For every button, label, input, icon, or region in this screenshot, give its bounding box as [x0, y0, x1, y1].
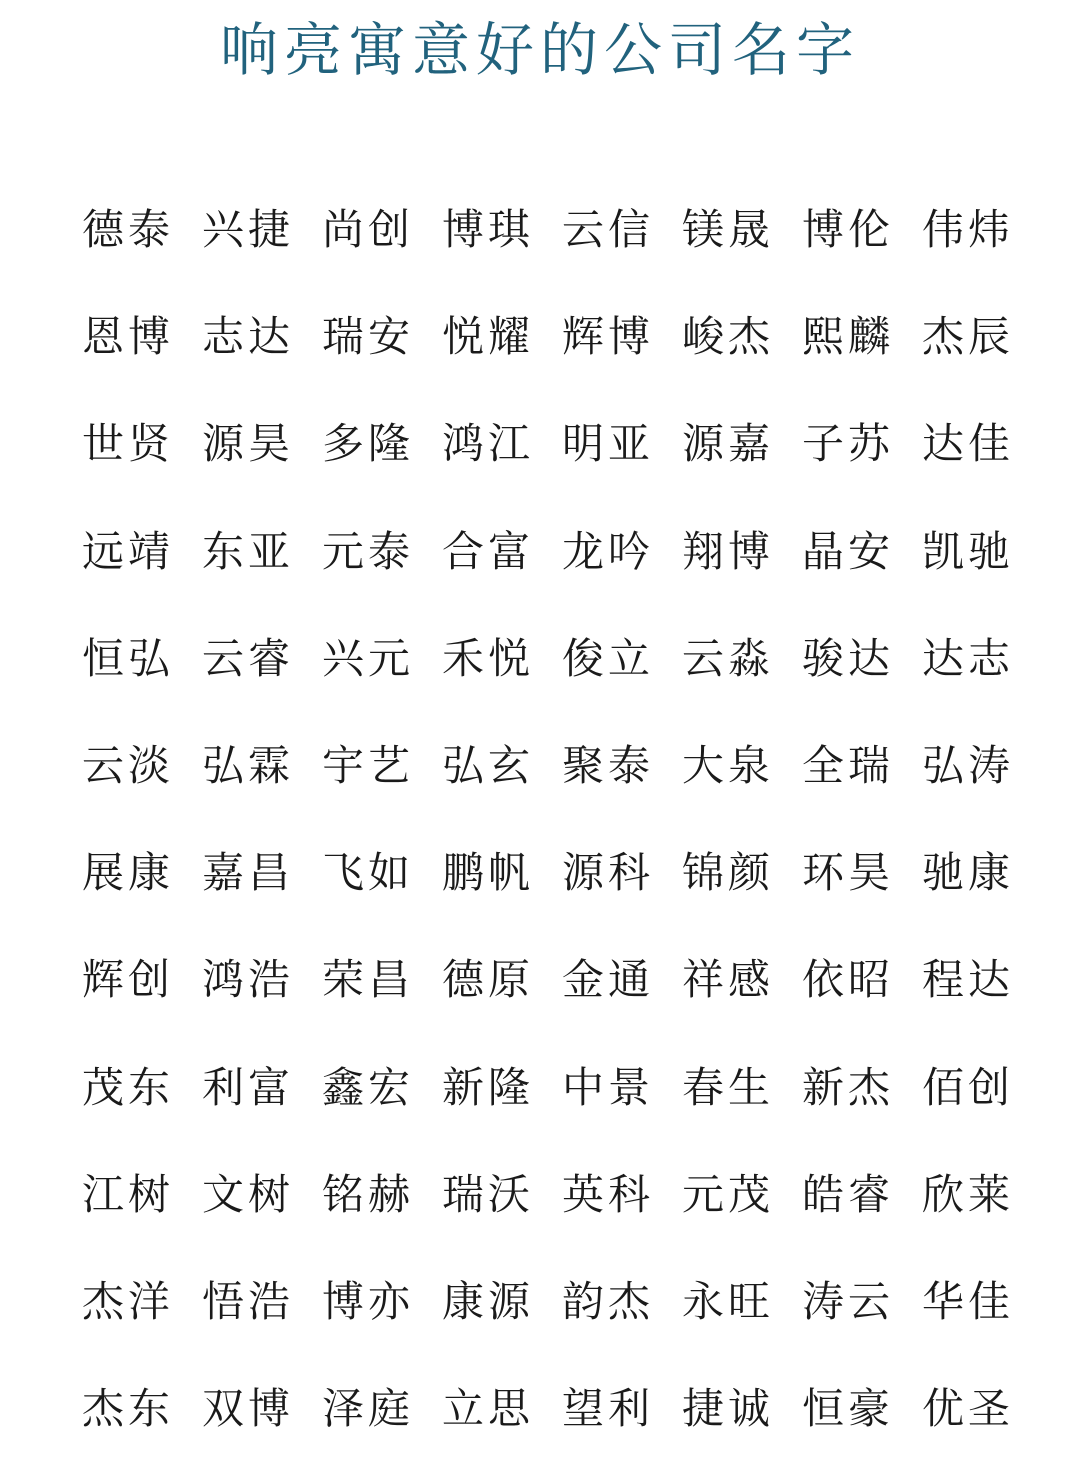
- company-name-item: 云睿: [202, 633, 295, 683]
- company-name-item: 望利: [562, 1384, 655, 1434]
- company-name-item: 杰洋: [82, 1276, 175, 1326]
- company-name-item: 熙麟: [802, 312, 895, 362]
- company-name-item: 杰辰: [922, 312, 1015, 362]
- company-name-item: 辉博: [562, 312, 655, 362]
- company-name-item: 明亚: [562, 419, 655, 469]
- company-name-item: 龙吟: [562, 526, 655, 576]
- company-name-item: 兴捷: [202, 205, 295, 254]
- company-name-item: 立思: [442, 1384, 535, 1434]
- company-name-item: 新杰: [802, 1062, 895, 1112]
- company-name-item: 江树: [82, 1169, 175, 1219]
- company-name-item: 弘玄: [442, 740, 535, 790]
- company-name-item: 优圣: [922, 1384, 1015, 1434]
- company-name-item: 欣莱: [922, 1169, 1015, 1219]
- company-name-item: 依昭: [802, 955, 895, 1005]
- company-name-item: 环昊: [802, 848, 895, 898]
- company-name-item: 源昊: [202, 419, 295, 469]
- company-name-item: 金通: [562, 955, 655, 1005]
- company-name-item: 文树: [202, 1169, 295, 1219]
- company-name-item: 展康: [82, 848, 175, 898]
- company-name-item: 利富: [202, 1062, 295, 1112]
- company-name-item: 飞如: [322, 848, 415, 898]
- company-name-item: 辉创: [82, 955, 175, 1005]
- company-name-item: 嘉昌: [202, 848, 295, 898]
- company-name-item: 俊立: [562, 633, 655, 683]
- company-name-item: 春生: [682, 1062, 775, 1112]
- company-name-item: 德泰: [82, 205, 175, 254]
- name-grid: [70, 176, 1030, 1462]
- company-name-item: 宇艺: [322, 740, 415, 790]
- company-name-item: 博亦: [322, 1276, 415, 1326]
- company-name-item: 德原: [442, 955, 535, 1005]
- company-name-item: 峻杰: [682, 312, 775, 362]
- company-name-item: 中景: [562, 1062, 655, 1112]
- company-name-item: 华佳: [922, 1276, 1015, 1326]
- company-name-item: 东亚: [202, 526, 295, 576]
- company-name-item: 大泉: [682, 740, 775, 790]
- company-name-item: 泽庭: [322, 1384, 415, 1434]
- company-name-item: 悟浩: [202, 1276, 295, 1326]
- company-name-item: 禾悦: [442, 633, 535, 683]
- company-name-item: 皓睿: [802, 1169, 895, 1219]
- company-name-item: 翔博: [682, 526, 775, 576]
- company-name-item: 英科: [562, 1169, 655, 1219]
- company-name-item: 博琪: [442, 205, 535, 254]
- company-name-item: 博伦: [802, 205, 895, 254]
- company-name-item: 瑞安: [322, 312, 415, 362]
- company-name-item: 双博: [202, 1384, 295, 1434]
- company-name-item: 佰创: [922, 1062, 1015, 1112]
- company-name-item: 茂东: [82, 1062, 175, 1112]
- company-name-item: 捷诚: [682, 1384, 775, 1434]
- page-title: 响亮寓意好的公司名字: [219, 16, 860, 84]
- company-name-item: 鑫宏: [322, 1062, 415, 1112]
- company-name-item: 韵杰: [562, 1276, 655, 1326]
- company-name-item: 云信: [562, 205, 655, 254]
- company-name-item: 铭赫: [322, 1169, 415, 1219]
- company-name-item: 鸿江: [442, 419, 535, 469]
- company-name-item: 晶安: [802, 526, 895, 576]
- company-name-item: 新隆: [442, 1062, 535, 1112]
- company-name-item: 子苏: [802, 419, 895, 469]
- company-name-item: 恒弘: [82, 633, 175, 683]
- company-name-item: 云淡: [82, 740, 175, 790]
- company-name-item: 伟炜: [922, 205, 1015, 254]
- company-name-item: 世贤: [82, 419, 175, 469]
- company-name-item: 达志: [922, 633, 1015, 683]
- company-name-item: 源科: [562, 848, 655, 898]
- company-name-item: 鸿浩: [202, 955, 295, 1005]
- company-name-item: 远靖: [82, 526, 175, 576]
- company-name-item: 瑞沃: [442, 1169, 535, 1219]
- company-name-item: 镁晟: [682, 205, 775, 254]
- company-name-item: 全瑞: [802, 740, 895, 790]
- company-name-item: 鹏帆: [442, 848, 535, 898]
- company-name-item: 恩博: [82, 312, 175, 362]
- company-name-item: 源嘉: [682, 419, 775, 469]
- company-name-item: 祥感: [682, 955, 775, 1005]
- company-name-item: 志达: [202, 312, 295, 362]
- company-name-item: 弘涛: [922, 740, 1015, 790]
- company-name-item: 永旺: [682, 1276, 775, 1326]
- company-name-item: 骏达: [802, 633, 895, 683]
- company-name-item: 元泰: [322, 526, 415, 576]
- company-name-item: 云淼: [682, 633, 775, 683]
- company-name-item: 弘霖: [202, 740, 295, 790]
- company-name-item: 驰康: [922, 848, 1015, 898]
- company-name-item: 尚创: [322, 205, 415, 254]
- company-name-item: 康源: [442, 1276, 535, 1326]
- company-name-item: 聚泰: [562, 740, 655, 790]
- company-name-item: 杰东: [82, 1384, 175, 1434]
- company-name-item: 多隆: [322, 419, 415, 469]
- company-name-item: 恒豪: [802, 1384, 895, 1434]
- company-name-item: 达佳: [922, 419, 1015, 469]
- company-name-item: 荣昌: [322, 955, 415, 1005]
- company-name-item: 兴元: [322, 633, 415, 683]
- company-name-item: 元茂: [682, 1169, 775, 1219]
- company-name-item: 锦颜: [682, 848, 775, 898]
- company-name-item: 悦耀: [442, 312, 535, 362]
- company-name-item: 合富: [442, 526, 535, 576]
- company-name-item: 涛云: [802, 1276, 895, 1326]
- company-name-item: 程达: [922, 955, 1015, 1005]
- company-name-item: 凯驰: [922, 526, 1015, 576]
